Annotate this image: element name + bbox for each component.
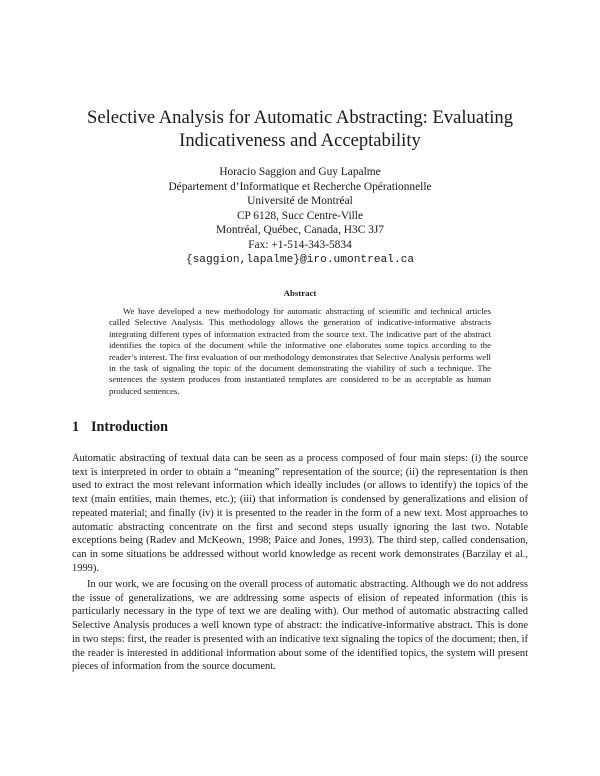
author-block bbox=[100, 165, 500, 267]
abstract-body: We have developed a new methodology for automatic abstracting of scientific and technical articles called Selective Analysis. This methodology allows the generation of indicative-informative abstracts integrating different types of information extracted from the source text. The indicative part of the abstract identifies the topics of the document while the informative one elaborates some topics according to the reader’s interest. The first evaluation of our methodology demonstrates that Selective Analysis performs well in the task of signaling the topic of the document demonstrating the viability of such a technique. The sentences the system produces from instantiated templates are considered to be as acceptable as human produced sentences. bbox=[109, 306, 491, 396]
section-heading bbox=[72, 419, 168, 436]
abstract-heading: Abstract bbox=[283, 288, 317, 298]
author-fax: Fax: +1-514-343-5834 bbox=[248, 238, 352, 251]
author-email: {saggion,lapalme}@iro.umontreal.ca bbox=[185, 253, 415, 266]
section-title: Introduction bbox=[91, 419, 168, 435]
author-university: Université de Montréal bbox=[247, 195, 353, 208]
author-city: Montréal, Québec, Canada, H3C 3J7 bbox=[216, 224, 384, 237]
intro-paragraph-1: Automatic abstracting of textual data can be seen as a process composed of four main steps: (i) the source text is interpreted in order to obtain a “meaning” representation of the source; (ii) the representation is then used to extract the most relevant information which ideally includes (or allows to identify) the topics of the text (main entities, main themes, etc.); (iii) that information is condensed by generalizations and elision of repeated material; and finally (iv) it is presented to the reader in the form of a new text. Most approaches to automatic abstracting concentrate on the first and second steps usually ignoring the last two. Notable exceptions being (Radev and McKeown, 1998; Paice and Jones, 1993). The third step, called condensation, can in some situations be addressed without world knowledge as recent work demonstrates (Barzilay et al., 1999). bbox=[72, 453, 528, 574]
author-names: Horacio Saggion and Guy Lapalme bbox=[219, 166, 381, 178]
intro-paragraph-2: In our work, we are focusing on the overall process of automatic abstracting. Although we do not address the issue of generalizations, we are addressing some aspects of elision of repeated information (this is particularly necessary in the type of text we are dealing with). Our method of automatic abstracting called Selective Analysis produces a well known type of abstract: the indicative-informative abstract. This is done in two steps: first, the reader is presented with an indicative text signaling the topics of the document; then, if the reader is interested in additional information about some of the identified topics, the system will present pieces of information from the source document. bbox=[72, 579, 528, 673]
author-department: Département d’Informatique et Recherche Opérationnelle bbox=[168, 180, 432, 193]
paper-title: Selective Analysis for Automatic Abstracting: Evaluating Indicativeness and Acceptability bbox=[86, 107, 514, 151]
section-number: 1 bbox=[72, 419, 80, 435]
author-postal: CP 6128, Succ Centre-Ville bbox=[236, 209, 364, 222]
